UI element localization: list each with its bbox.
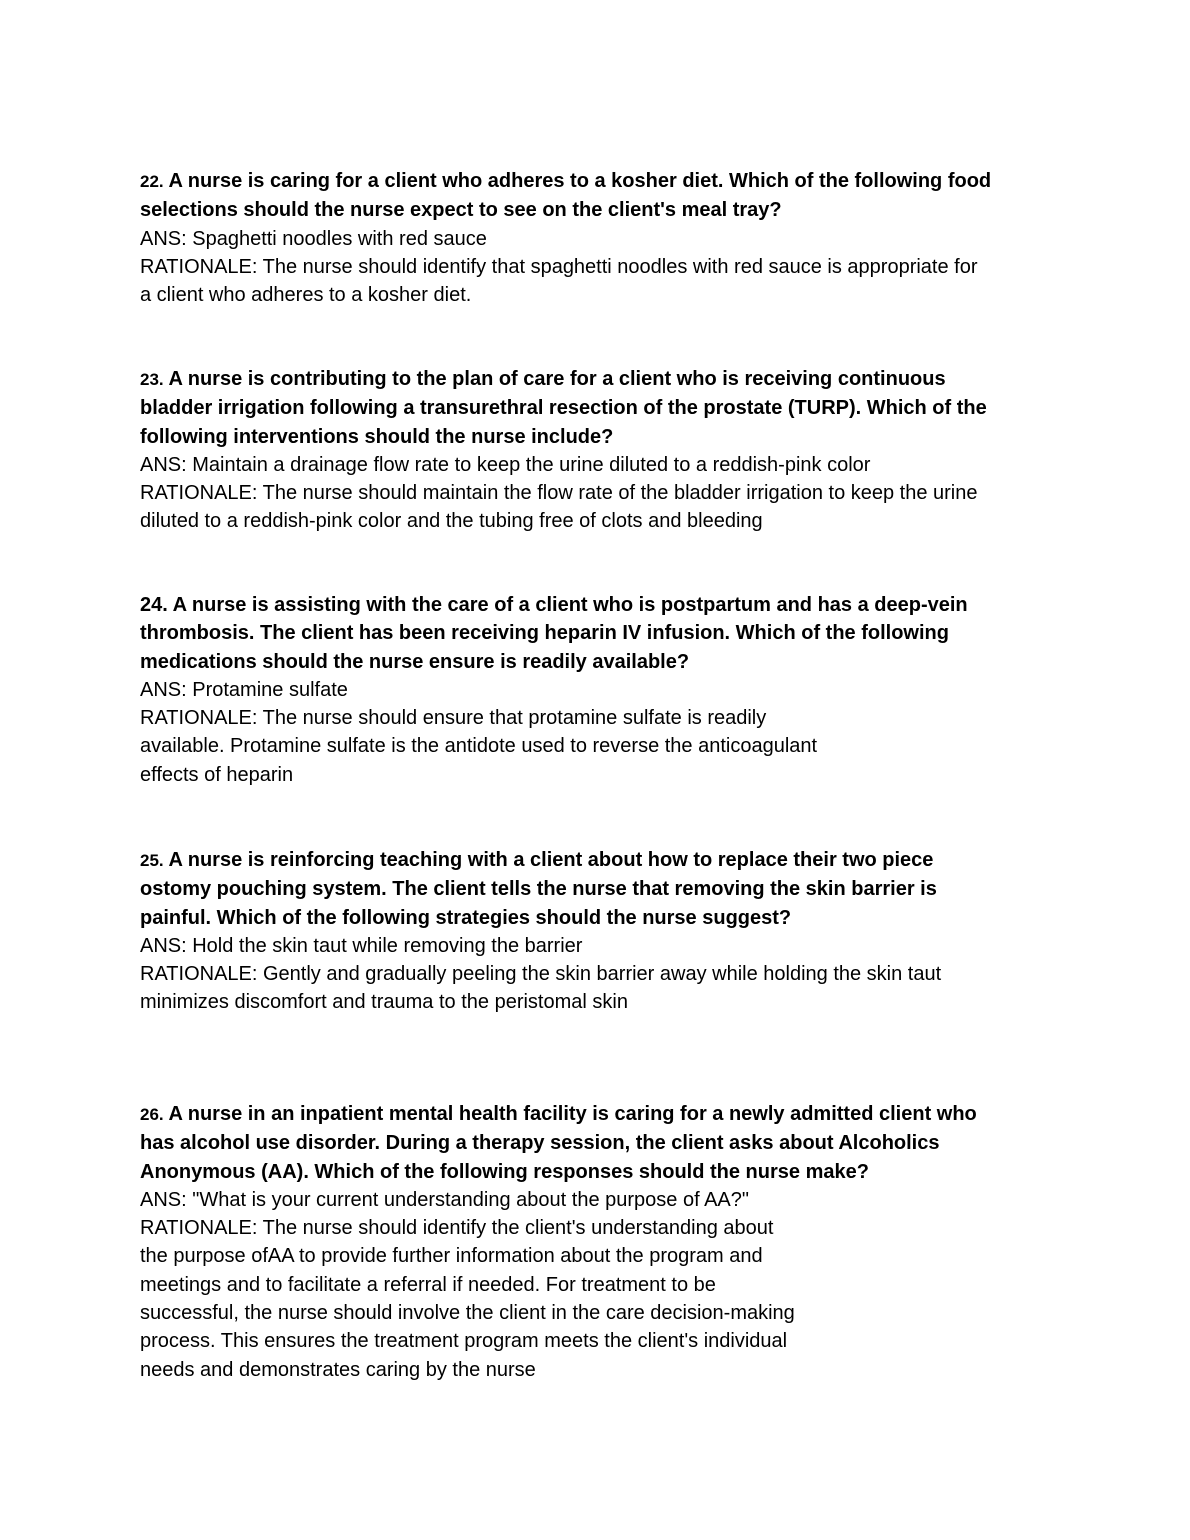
answer-text: ANS: Hold the skin taut while removing the barrier [140, 934, 583, 957]
question-text: bladder irrigation following a transurethral resection of the prostate (TURP). Which of the [140, 397, 987, 420]
question-number: 24. [140, 594, 168, 616]
question-item-23 [140, 365, 1050, 536]
rationale-text: a client who adheres to a kosher diet. [140, 284, 472, 307]
question-text: 22. A nurse is caring for a client who adheres to a kosher diet. Which of the following food [140, 170, 992, 192]
question-text: medications should the nurse ensure is readily available? [140, 650, 690, 673]
rationale-text: needs and demonstrates caring by the nurse [140, 1358, 536, 1381]
rationale-text: meetings and to facilitate a referral if needed. For treatment to be [140, 1273, 716, 1296]
answer-text: ANS: Maintain a drainage flow rate to keep the urine diluted to a reddish-pink color [140, 453, 871, 476]
question-item-26 [140, 1100, 1050, 1384]
answer-text: ANS: Protamine sulfate [140, 678, 348, 701]
question-text: following interventions should the nurse include? [140, 425, 614, 448]
question-text: 23. A nurse is contributing to the plan of care for a client who is receiving continuous [140, 368, 946, 390]
rationale-text: the purpose ofAA to provide further information about the program and [140, 1245, 763, 1268]
question-number: 22. [140, 172, 164, 191]
question-text: Anonymous (AA). Which of the following responses should the nurse make? [140, 1160, 869, 1183]
rationale-text: process. This ensures the treatment program meets the client's individual [140, 1330, 788, 1353]
rationale-text: RATIONALE: The nurse should maintain the flow rate of the bladder irrigation to keep the urine [140, 482, 978, 505]
question-number: 23. [140, 370, 164, 389]
rationale-text: RATIONALE: The nurse should identify the client's understanding about [140, 1217, 774, 1240]
rationale-text: diluted to a reddish-pink color and the tubing free of clots and bleeding [140, 510, 763, 533]
rationale-text: effects of heparin [140, 763, 294, 786]
rationale-text: RATIONALE: The nurse should ensure that protamine sulfate is readily [140, 707, 767, 730]
answer-text: ANS: "What is your current understanding about the purpose of AA?" [140, 1188, 749, 1211]
question-text: 26. A nurse in an inpatient mental health facility is caring for a newly admitted client who [140, 1103, 977, 1125]
rationale-text: minimizes discomfort and trauma to the peristomal skin [140, 991, 628, 1014]
question-text: 25. A nurse is reinforcing teaching with a client about how to replace their two piece [140, 849, 934, 871]
question-text: ostomy pouching system. The client tells the nurse that removing the skin barrier is [140, 878, 937, 901]
question-number: 26. [140, 1105, 164, 1124]
question-text: thrombosis. The client has been receiving heparin IV infusion. Which of the following [140, 622, 949, 645]
question-text: has alcohol use disorder. During a therapy session, the client asks about Alcoholics [140, 1132, 940, 1155]
answer-text: ANS: Spaghetti noodles with red sauce [140, 227, 487, 250]
rationale-text: successful, the nurse should involve the client in the care decision-making [140, 1302, 795, 1325]
question-item-22 [140, 167, 1050, 309]
question-number: 25. [140, 851, 164, 870]
question-item-24 [140, 591, 1050, 789]
rationale-text: available. Protamine sulfate is the antidote used to reverse the anticoagulant [140, 735, 818, 758]
rationale-text: RATIONALE: The nurse should identify that spaghetti noodles with red sauce is appropriate for [140, 255, 978, 278]
question-text: selections should the nurse expect to see on the client's meal tray? [140, 199, 782, 222]
question-item-25 [140, 846, 1050, 1017]
question-text: 24. A nurse is assisting with the care of a client who is postpartum and has a deep-vein [140, 594, 968, 616]
question-text: painful. Which of the following strategies should the nurse suggest? [140, 906, 792, 929]
rationale-text: RATIONALE: Gently and gradually peeling the skin barrier away while holding the skin taut [140, 963, 942, 986]
